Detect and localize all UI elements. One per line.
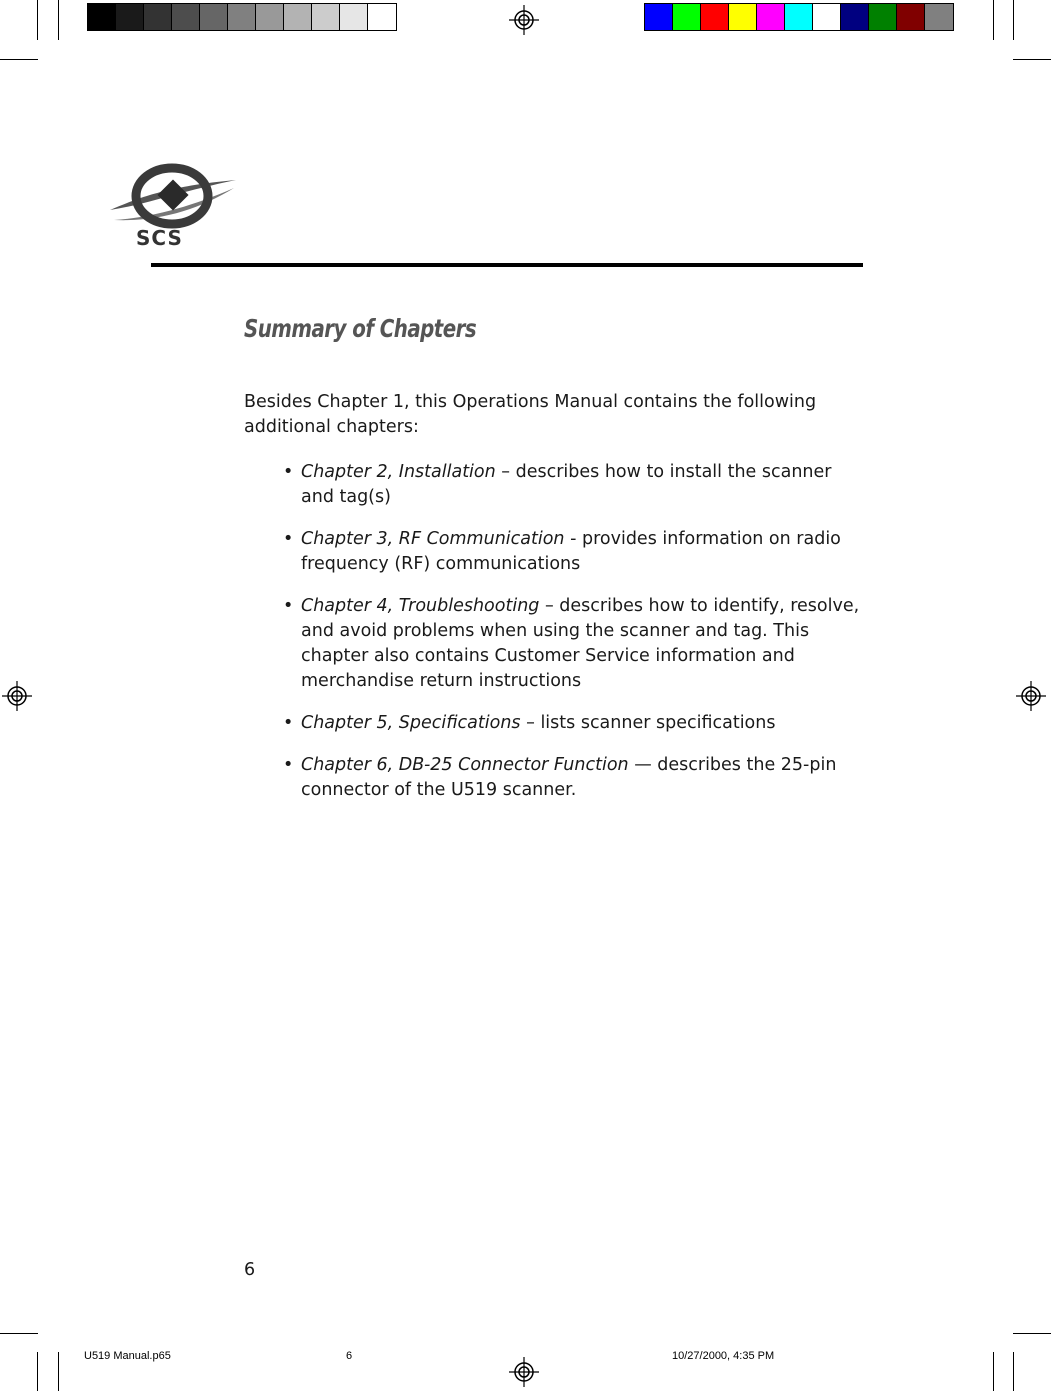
crop-mark	[993, 1352, 994, 1391]
chapter-description: describes the 25-pin connector of the U519 scanner.	[301, 755, 837, 800]
page-number: 6	[244, 1260, 256, 1280]
registration-mark-icon	[2, 681, 32, 711]
crop-mark	[1013, 0, 1014, 40]
crop-mark	[58, 0, 59, 40]
bullet: •	[283, 462, 294, 482]
color-swatch	[673, 4, 701, 30]
gray-swatch	[256, 4, 284, 30]
separator: –	[539, 596, 560, 616]
color-swatch	[925, 4, 953, 30]
list-item	[283, 711, 863, 736]
gray-swatch	[368, 4, 396, 30]
crop-mark	[37, 1352, 38, 1391]
color-swatch	[897, 4, 925, 30]
bullet: •	[283, 713, 294, 733]
gray-swatch	[340, 4, 368, 30]
gray-swatch	[200, 4, 228, 30]
color-swatch	[729, 4, 757, 30]
crop-mark	[1013, 1333, 1051, 1334]
footer-file: U519 Manual.p65	[84, 1350, 171, 1362]
gray-swatch	[228, 4, 256, 30]
gray-swatch	[312, 4, 340, 30]
chapter-description: describes how to install the scanner and tag(s)	[301, 462, 832, 507]
list-item	[283, 527, 863, 577]
color-swatch	[701, 4, 729, 30]
gray-swatch	[116, 4, 144, 30]
bullet: •	[283, 529, 294, 549]
gray-swatch	[284, 4, 312, 30]
crop-mark	[1013, 1352, 1014, 1391]
list-item	[283, 594, 863, 694]
crop-mark	[0, 59, 38, 60]
header-rule	[151, 263, 863, 267]
separator: -	[564, 529, 582, 549]
chapter-list	[283, 460, 863, 820]
bullet: •	[283, 596, 294, 616]
color-swatch	[813, 4, 841, 30]
crop-mark	[1013, 59, 1051, 60]
footer-timestamp: 10/27/2000, 4:35 PM	[672, 1350, 775, 1362]
separator: –	[495, 462, 516, 482]
color-swatch	[645, 4, 673, 30]
color-swatch	[785, 4, 813, 30]
list-item	[283, 460, 863, 510]
gray-swatch	[88, 4, 116, 30]
crop-mark	[993, 0, 994, 40]
registration-mark-icon	[509, 1357, 539, 1387]
color-swatch	[869, 4, 897, 30]
svg-text:SCS: SCS	[136, 226, 183, 250]
registration-mark-icon	[1016, 681, 1046, 711]
chapter-name: Chapter 2, Installation	[301, 462, 496, 482]
color-bar	[644, 3, 954, 31]
separator: –	[520, 713, 541, 733]
chapter-description: provides information on radio frequency (RF) communications	[301, 529, 841, 574]
bullet: •	[283, 755, 294, 775]
gray-swatch	[144, 4, 172, 30]
chapter-name: Chapter 5, Specifications	[301, 713, 521, 733]
page-title: Summary of Chapters	[244, 314, 477, 343]
registration-mark-icon	[509, 5, 539, 35]
chapter-name: Chapter 4, Troubleshooting	[301, 596, 540, 616]
color-swatch	[757, 4, 785, 30]
footer-page: 6	[346, 1350, 353, 1362]
chapter-name: Chapter 6, DB-25 Connector Function	[301, 755, 629, 775]
list-item	[283, 753, 863, 803]
scs-logo-icon	[108, 158, 238, 250]
crop-mark	[0, 1333, 38, 1334]
crop-mark	[37, 0, 38, 40]
gray-swatch	[172, 4, 200, 30]
intro-paragraph: Besides Chapter 1, this Operations Manual contains the following additional chapters:	[244, 392, 817, 437]
chapter-description: describes how to identify, resolve, and avoid problems when using the scanner and tag. This chapter also contains Customer Service information and merchandise return instructions	[301, 596, 860, 691]
separator: —	[628, 755, 658, 775]
chapter-description: lists scanner specifications	[540, 713, 776, 733]
color-swatch	[841, 4, 869, 30]
grayscale-color-bar	[87, 3, 397, 31]
chapter-name: Chapter 3, RF Communication	[301, 529, 565, 549]
crop-mark	[58, 1352, 59, 1391]
